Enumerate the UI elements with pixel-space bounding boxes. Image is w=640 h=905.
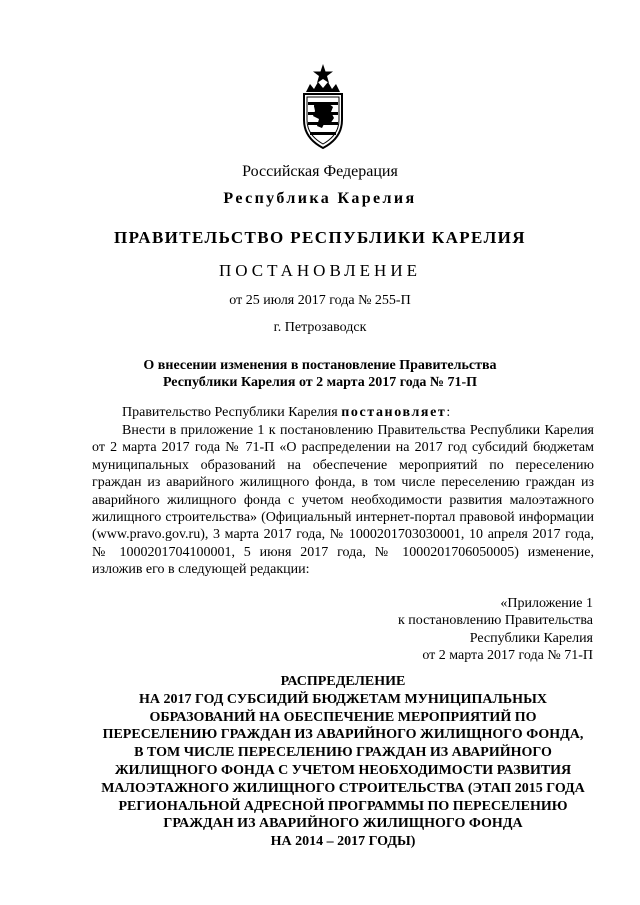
government-title: ПРАВИТЕЛЬСТВО РЕСПУБЛИКИ КАРЕЛИЯ bbox=[114, 228, 526, 247]
distribution-title bbox=[70, 673, 616, 851]
intro-suffix: : bbox=[446, 405, 451, 420]
subject-line: О внесении изменения в постановление Правительства bbox=[143, 358, 497, 373]
country-name: Российская Федерация bbox=[242, 163, 398, 180]
subject-line: Республики Карелия от 2 марта 2017 года № 71-П bbox=[162, 375, 478, 390]
document-date-number: от 25 июля 2017 года № 255-П bbox=[229, 293, 411, 308]
appendix-line: «Приложение 1 bbox=[500, 596, 593, 611]
distribution-title-line: ЖИЛИЩНОГО ФОНДА С УЧЕТОМ НЕОБХОДИМОСТИ РАЗВИТИЯ bbox=[114, 762, 572, 778]
intro-prefix: Правительство Республики Карелия bbox=[122, 405, 342, 420]
distribution-title-line: ОБРАЗОВАНИЙ НА ОБЕСПЕЧЕНИЕ МЕРОПРИЯТИЙ ПО bbox=[149, 709, 537, 725]
distribution-title-line: ПЕРЕСЕЛЕНИЮ ГРАЖДАН ИЗ АВАРИЙНОГО ЖИЛИЩНОГО ФОНДА, bbox=[102, 727, 584, 743]
appendix-reference bbox=[398, 595, 593, 665]
intro-sentence bbox=[92, 404, 594, 421]
distribution-title-line: РАСПРЕДЕЛЕНИЕ bbox=[280, 674, 406, 689]
republic-name: Республика Карелия bbox=[223, 190, 417, 207]
document-subject bbox=[0, 357, 640, 391]
distribution-title-line: НА 2017 ГОД СУБСИДИЙ БЮДЖЕТАМ МУНИЦИПАЛЬНЫХ bbox=[139, 691, 547, 707]
karelia-coat-of-arms-icon bbox=[298, 62, 348, 150]
main-paragraph: Внести в приложение 1 к постановлению Правительства Республики Карелия от 2 марта 2017 года № 71-П «О распределении на 2017 год субсидий бюджетам муниципальных образований на обеспечение мероприятий по переселению граждан из аварийного жилищного фонда, в том числе переселению граждан из аварийного жилищного фонда с учетом необходимости развития малоэтажного жилищного строительства» (Официальный интернет-портал правовой информации (www.pravo.gov.ru), 3 марта 2017 года, № 1000201703030001, 10 апреля 2017 года, № 1000201704100001, 5 июня 2017 года, № 1000201706050005) изменение, изложив его в следующей редакции: bbox=[92, 423, 594, 578]
intro-verb: постановляет bbox=[341, 405, 447, 420]
distribution-title-line: ГРАЖДАН ИЗ АВАРИЙНОГО ЖИЛИЩНОГО ФОНДА bbox=[163, 816, 523, 832]
distribution-title-line: НА 2014 – 2017 ГОДЫ) bbox=[270, 834, 416, 850]
appendix-line: от 2 марта 2017 года № 71-П bbox=[422, 648, 593, 664]
distribution-title-line: РЕГИОНАЛЬНОЙ АДРЕСНОЙ ПРОГРАММЫ ПО ПЕРЕСЕЛЕНИЮ bbox=[118, 798, 568, 814]
document-type: ПОСТАНОВЛЕНИЕ bbox=[218, 261, 421, 280]
distribution-title-line: МАЛОЭТАЖНОГО ЖИЛИЩНОГО СТРОИТЕЛЬСТВА (ЭТАП 2015 ГОДА bbox=[101, 780, 585, 796]
appendix-line: Республики Карелия bbox=[469, 630, 593, 646]
distribution-title-line: В ТОМ ЧИСЛЕ ПЕРЕСЕЛЕНИЮ ГРАЖДАН ИЗ АВАРИЙНОГО bbox=[134, 745, 552, 761]
document-city: г. Петрозаводск bbox=[273, 320, 367, 335]
appendix-line: к постановлению Правительства bbox=[397, 613, 593, 629]
